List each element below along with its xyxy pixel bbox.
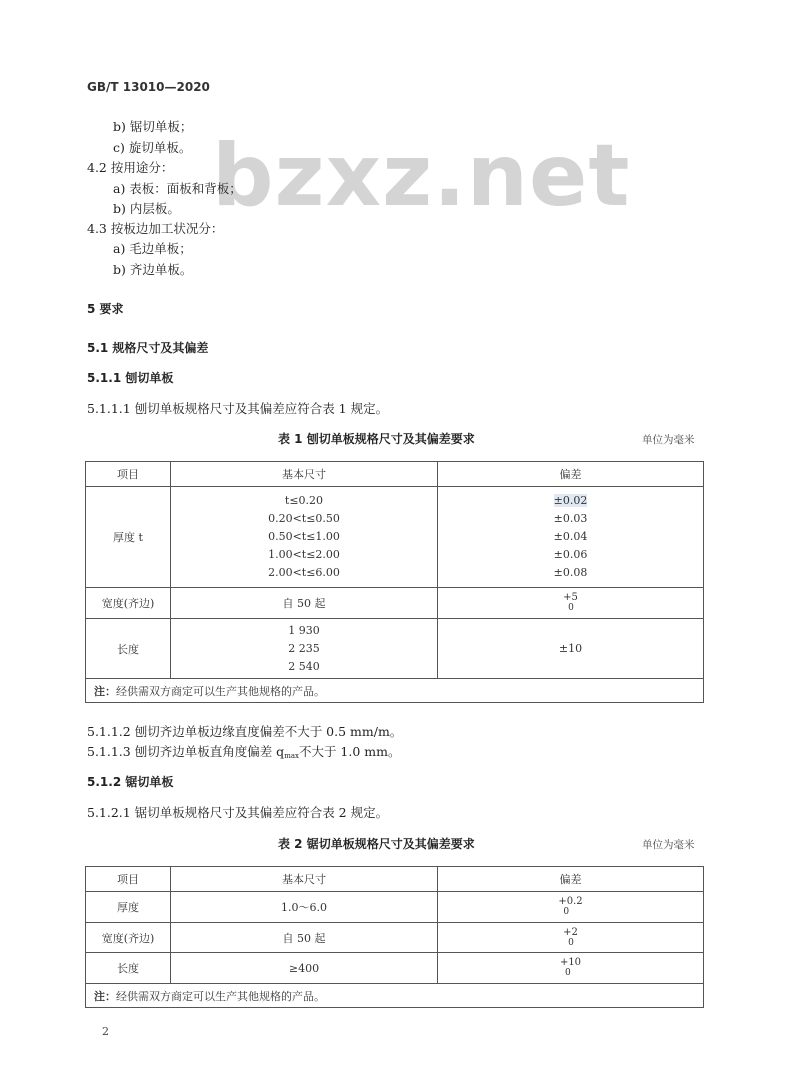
- clause-5-1-1-1: 5.1.1.1 刨切单板规格尺寸及其偏差应符合表 1 规定。: [87, 401, 389, 416]
- list-item-core: b) 内层板。: [113, 201, 180, 216]
- table2-header-size: 基本尺寸: [171, 867, 438, 892]
- table2-header-dev: 偏差: [438, 867, 704, 892]
- table1-width-size: 自 50 起: [171, 588, 438, 619]
- table1-length-size: 1 930: [288, 623, 320, 637]
- table2-size: ≥400: [171, 953, 438, 984]
- table1-header-item: 项目: [86, 462, 171, 487]
- table2-dev: +0.2 0: [558, 896, 583, 917]
- section-5-1-heading: 5.1 规格尺寸及其偏差: [87, 341, 209, 355]
- table-row: [86, 892, 704, 923]
- table2-size: 自 50 起: [171, 923, 438, 953]
- section-4-2-heading: 4.2 按用途分：: [87, 160, 174, 175]
- list-item-face: a) 表板：面板和背板；: [113, 181, 242, 196]
- table2-label: 厚度: [86, 892, 171, 923]
- table1-thickness-size: 2.00<t≤6.00: [268, 566, 340, 579]
- table1-thickness-sizes: [171, 487, 438, 588]
- table1-length-size: 2 540: [288, 659, 320, 673]
- clause-5-1-1-3: 5.1.1.3 刨切齐边单板直角度偏差 $q_{max}$不大于 1.0 mm。: [87, 744, 401, 760]
- table2-size: 1.0～6.0: [171, 892, 438, 923]
- table2-caption: 表 2 锯切单板规格尺寸及其偏差要求: [278, 837, 475, 851]
- table1-thickness-dev: ±0.04: [553, 530, 588, 543]
- list-item-rotary: c) 旋切单板。: [113, 140, 192, 155]
- table1-thickness-label: 厚度 t: [86, 487, 171, 588]
- list-item-untrimmed: a) 毛边单板；: [113, 241, 192, 256]
- table1-width-dev: +5 0: [563, 592, 578, 613]
- table1-thickness-dev: ±0.08: [553, 566, 588, 579]
- clause-5-1-2-1: 5.1.2.1 锯切单板规格尺寸及其偏差应符合表 2 规定。: [87, 805, 389, 820]
- table1-note-label: 注：: [94, 684, 116, 698]
- table2-unit: 单位为毫米: [642, 839, 695, 851]
- table1-width-label: 宽度(齐边): [86, 588, 171, 619]
- table1-thickness-size: t≤0.20: [284, 494, 324, 507]
- table1-note: 注：经供需双方商定可以生产其他规格的产品。: [86, 679, 704, 703]
- table1-length-dev: ±10: [438, 619, 704, 679]
- list-item-trimmed: b) 齐边单板。: [113, 262, 193, 277]
- table2-note: 注：经供需双方商定可以生产其他规格的产品。: [86, 984, 704, 1008]
- watermark: bzxz.net: [212, 126, 631, 226]
- table1-thickness-size: 0.20<t≤0.50: [268, 512, 340, 525]
- table1-thickness-dev: ±0.02: [553, 494, 588, 507]
- table1-thickness-dev: ±0.03: [553, 512, 588, 525]
- table2-label: 长度: [86, 953, 171, 984]
- table1-thickness-dev: ±0.06: [553, 548, 588, 561]
- table1-unit: 单位为毫米: [642, 434, 695, 446]
- table2-dev: +2 0: [563, 926, 578, 948]
- section-5-1-1-heading: 5.1.1 刨切单板: [87, 371, 174, 385]
- standard-header: GB/T 13010—2020: [87, 80, 210, 94]
- table1-thickness-devs: [438, 487, 704, 588]
- section-5-1-2-heading: 5.1.2 锯切单板: [87, 775, 174, 789]
- list-item-sawn: b) 锯切单板；: [113, 119, 193, 134]
- section-4-3-heading: 4.3 按板边加工状况分：: [87, 221, 224, 236]
- table-row: [86, 923, 704, 953]
- table2-note-label: 注：: [94, 989, 116, 1003]
- table1-length-label: 长度: [86, 619, 171, 679]
- page-number: 2: [102, 1025, 109, 1038]
- table2-header-item: 项目: [86, 867, 171, 892]
- table1-row-thickness: [86, 487, 704, 588]
- table2: [85, 866, 704, 1008]
- table1-thickness-size: 0.50<t≤1.00: [268, 530, 340, 543]
- table-row: [86, 953, 704, 984]
- table1-length-sizes: [171, 619, 438, 679]
- table1-row-width: [86, 588, 704, 619]
- table1-length-size: 2 235: [288, 641, 320, 655]
- table1-row-length: [86, 619, 704, 679]
- table2-dev: +10 0: [559, 957, 582, 978]
- table1-caption: 表 1 刨切单板规格尺寸及其偏差要求: [278, 432, 475, 446]
- table1-header-size: 基本尺寸: [171, 462, 438, 487]
- table2-label: 宽度(齐边): [86, 923, 171, 953]
- table1-header-dev: 偏差: [438, 462, 704, 487]
- table1: [85, 461, 704, 703]
- table1-thickness-size: 1.00<t≤2.00: [268, 548, 340, 561]
- section-5-heading: 5 要求: [87, 302, 124, 316]
- clause-5-1-1-2: 5.1.1.2 刨切齐边单板边缘直度偏差不大于 0.5 mm/m。: [87, 724, 403, 739]
